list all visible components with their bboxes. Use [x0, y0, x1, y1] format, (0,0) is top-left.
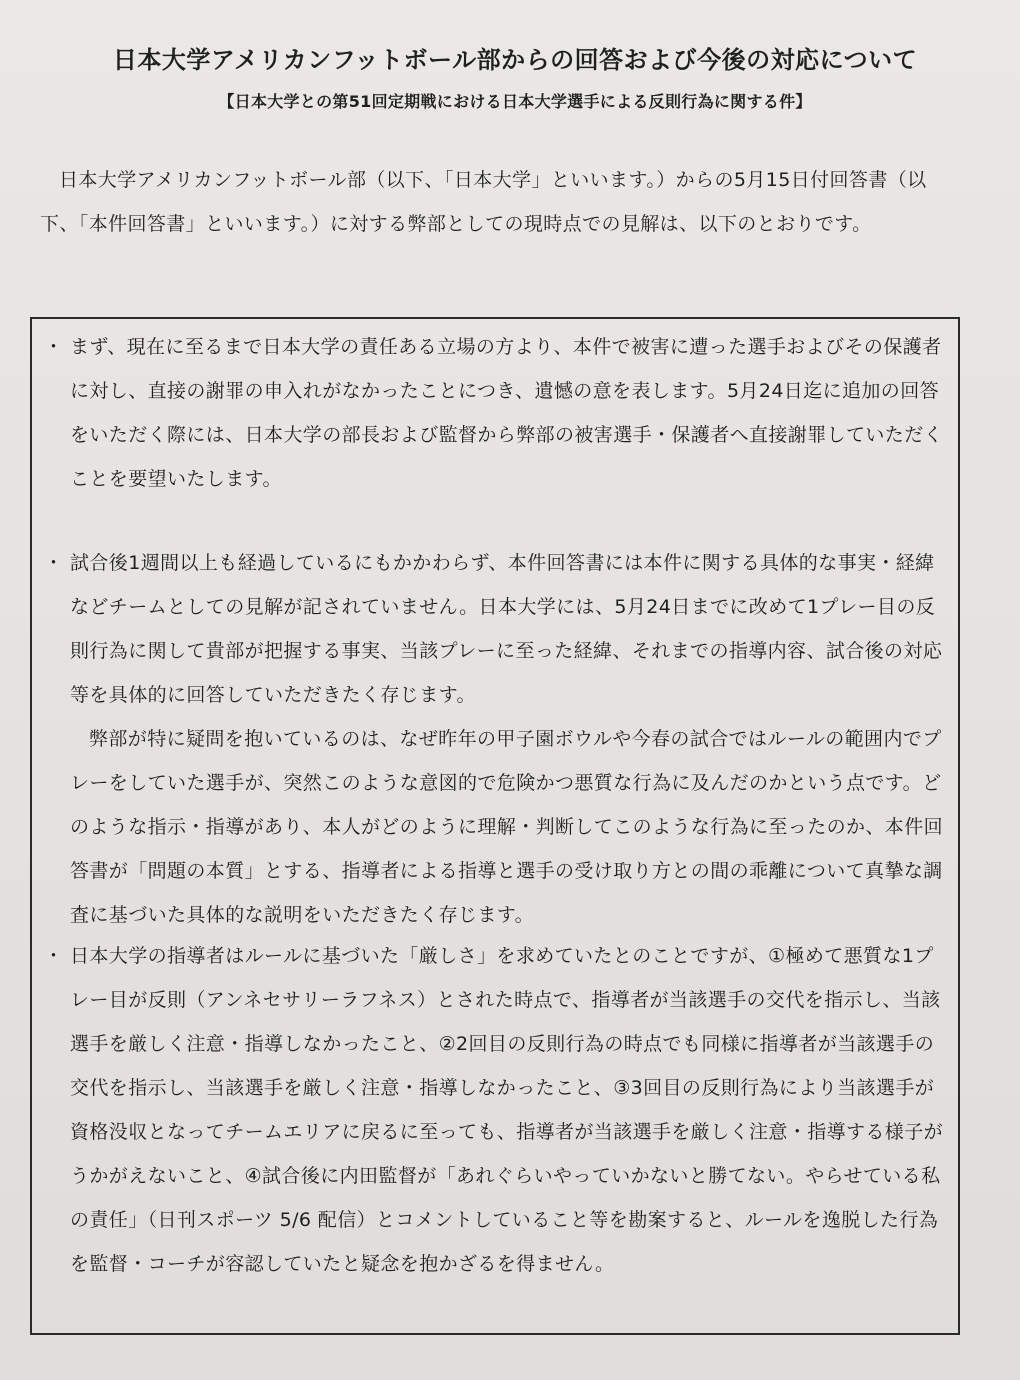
bullet-mark: ・	[44, 552, 64, 574]
document-header	[40, 40, 990, 112]
list-item	[44, 541, 950, 937]
bullet-mark: ・	[44, 336, 64, 358]
document-subtitle: 【日本大学との第51回定期戦における日本大学選手による反則行為に関する件】	[218, 92, 812, 111]
document-title: 日本大学アメリカンフットボール部からの回答および今後の対応について	[112, 46, 918, 74]
item-text: 日本大学の指導者はルールに基づいた「厳しさ」を求めていたとのことですが、①極めて悪質な1プレー目が反則（アンネセサリーラフネス）とされた時点で、指導者が当該選手の交代を指示し、当該選手を厳しく注意・指導しなかったこと、②2回目の反則行為の時点でも同様に指導者が当該選手の交代を指示し、当該選手を厳しく注意・指導しなかったこと、③3回目の反則行為により当該選手が資格没収となってチームエリアに戻るに至っても、指導者が当該選手を厳しく注意・指導する様子がうかがえないこと、④試合後に内田監督が「あれぐらいやっていかないと勝てない。やらせている私の責任」（日刊スポーツ 5/6 配信）とコメントしていること等を勘案すると、ルールを逸脱した行為を監督・コーチが容認していたと疑念を抱かざるを得ません。	[70, 945, 944, 1275]
list-item	[44, 934, 950, 1286]
bullet-mark: ・	[44, 945, 64, 967]
item-text: 試合後1週間以上も経過しているにもかかわらず、本件回答書には本件に関する具体的な事実・経緯などチームとしての見解が記されていません。日本大学には、5月24日までに改めて1プレー目の反則行為に関して貴部が把握する事実、当該プレーに至った経緯、それまでの指導内容、試合後の対応等を具体的に回答していただきたく存じます。	[70, 552, 943, 706]
intro-paragraph: 日本大学アメリカンフットボール部（以下、「日本大学」といいます。）からの5月15日付回答書（以下、「本件回答書」といいます。）に対する弊部としての現時点での見解は、以下のとおりです。	[40, 169, 927, 235]
list-item	[44, 325, 950, 501]
item-text-continued: 弊部が特に疑問を抱いているのは、なぜ昨年の甲子園ボウルや今春の試合ではルールの範囲内でプレーをしていた選手が、突然このような意図的で危険かつ悪質な行為に及んだのかという点です。どのような指示・指導があり、本人がどのように理解・判断してこのような行為に至ったのか、本件回答書が「問題の本質」とする、指導者による指導と選手の受け取り方との間の乖離について真摯な調査に基づいた具体的な説明をいただきたく存じます。	[70, 728, 944, 926]
item-text: まず、現在に至るまで日本大学の責任ある立場の方より、本件で被害に遭った選手およびその保護者に対し、直接の謝罪の申入れがなかったことにつき、遺憾の意を表します。5月24日迄に追加の回答をいただく際には、日本大学の部長および監督から弊部の被害選手・保護者へ直接謝罪していただくことを要望いたします。	[70, 336, 944, 490]
statement-box	[30, 317, 960, 1335]
